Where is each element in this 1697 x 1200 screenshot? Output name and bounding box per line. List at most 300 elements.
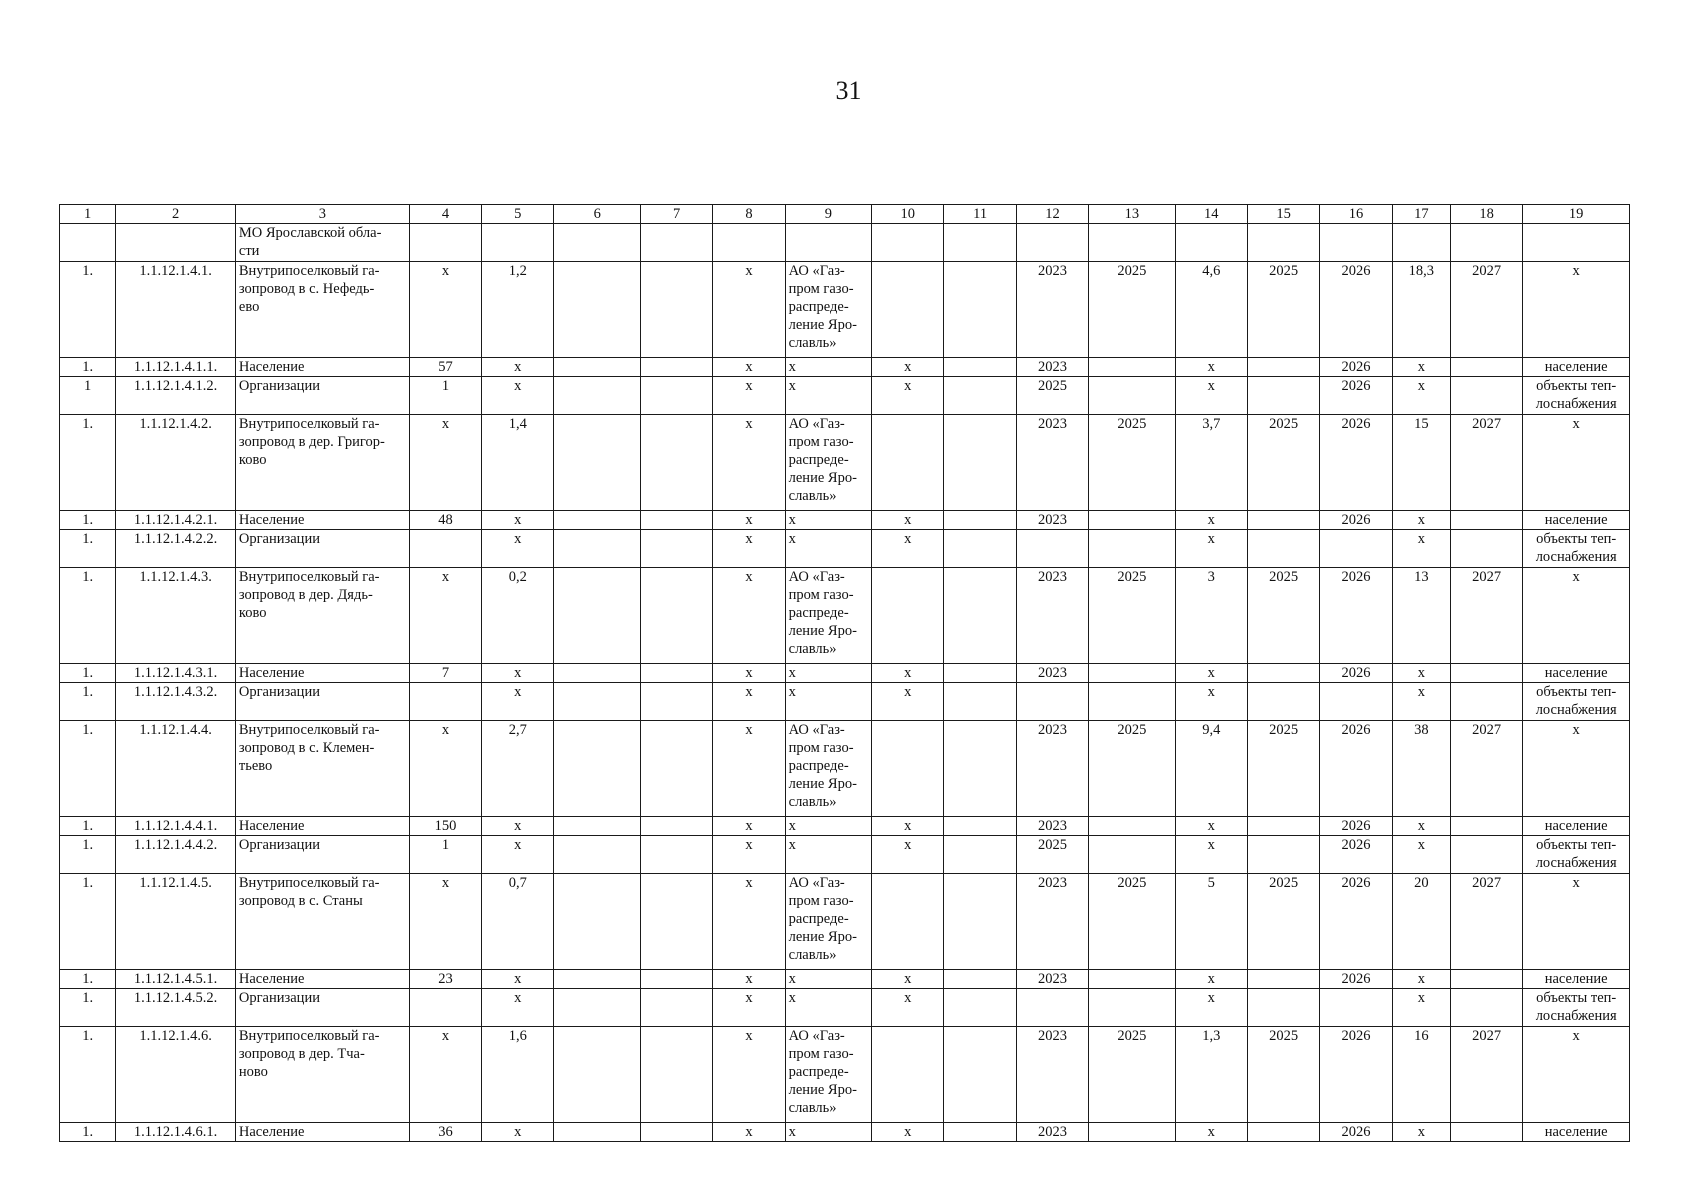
table-cell [1320,989,1392,1027]
table-cell [1089,530,1175,568]
column-number-cell: 5 [482,205,554,224]
table-cell [1450,683,1522,721]
table-cell [554,568,640,664]
table-cell [1016,224,1088,262]
table-cell [1016,683,1088,721]
table-cell [944,224,1016,262]
table-cell [60,224,116,262]
table-cell: х [1175,836,1247,874]
column-number-cell: 16 [1320,205,1392,224]
column-number-cell: 2 [116,205,236,224]
table-cell: АО «Газ- пром газо- распреде- ление Яро- славль» [785,1027,871,1123]
table-row [60,683,1630,721]
table-cell: х [713,358,785,377]
table-cell: 2027 [1450,721,1522,817]
table-cell: 2023 [1016,511,1088,530]
table-cell [944,989,1016,1027]
table-cell [554,377,640,415]
table-cell: 2026 [1320,358,1392,377]
table-cell [872,415,944,511]
table-row [60,377,1630,415]
table-cell: 1,6 [482,1027,554,1123]
table-cell: 0,2 [482,568,554,664]
table-cell [944,377,1016,415]
table-cell: 2027 [1450,415,1522,511]
table-cell [554,683,640,721]
table-cell [944,970,1016,989]
table-cell [1247,1123,1319,1142]
table-cell: 1.1.12.1.4.2.2. [116,530,236,568]
table-cell: 2023 [1016,817,1088,836]
table-cell: х [409,415,481,511]
table-cell: 1.1.12.1.4.2.1. [116,511,236,530]
table-cell: 2023 [1016,1027,1088,1123]
table-cell: Население [235,970,409,989]
table-cell: х [785,970,871,989]
table-cell: х [482,511,554,530]
table-cell [640,1027,712,1123]
table-cell: 2023 [1016,970,1088,989]
table-cell [944,664,1016,683]
table-cell: 2023 [1016,568,1088,664]
table-cell: х [785,836,871,874]
table-cell [1247,683,1319,721]
table-cell [872,262,944,358]
table-cell [872,224,944,262]
table-cell: 2026 [1320,874,1392,970]
table-cell [1450,836,1522,874]
column-number-cell: 19 [1523,205,1630,224]
table-cell: х [713,664,785,683]
table-cell: х [785,530,871,568]
table-cell: х [713,874,785,970]
table-cell [1089,377,1175,415]
table-cell [872,1027,944,1123]
table-cell [1175,224,1247,262]
table-cell: 1.1.12.1.4.1. [116,262,236,358]
table-cell: 3 [1175,568,1247,664]
table-cell [409,224,481,262]
table-cell: 16 [1392,1027,1450,1123]
table-cell: 2026 [1320,568,1392,664]
table-row [60,817,1630,836]
table-cell [1089,836,1175,874]
page-number: 31 [835,76,862,105]
table-cell [554,358,640,377]
table-cell: 48 [409,511,481,530]
table-cell: х [713,721,785,817]
table-cell: х [713,836,785,874]
table-cell: Организации [235,836,409,874]
table-cell: 1 [409,836,481,874]
table-row [60,836,1630,874]
table-cell [554,836,640,874]
table-cell: Внутрипоселковый га- зопровод в дер. Дядь- ково [235,568,409,664]
table-cell [944,683,1016,721]
column-number-cell: 13 [1089,205,1175,224]
table-cell [944,530,1016,568]
table-cell [640,415,712,511]
table-cell: объекты теп- лоснабжения [1523,989,1630,1027]
table-cell [640,511,712,530]
table-cell: 4,6 [1175,262,1247,358]
table-cell: АО «Газ- пром газо- распреде- ление Яро- славль» [785,568,871,664]
table-cell [944,874,1016,970]
table-cell: 1.1.12.1.4.2. [116,415,236,511]
table-cell [1247,377,1319,415]
table-cell: х [482,970,554,989]
table-cell: 2025 [1247,1027,1319,1123]
table-cell: х [713,568,785,664]
table-cell: х [1175,970,1247,989]
table-cell [1247,511,1319,530]
table-cell: 2023 [1016,262,1088,358]
table-cell: х [409,262,481,358]
table-cell: 1. [60,1027,116,1123]
table-cell [1392,224,1450,262]
table-cell: 5 [1175,874,1247,970]
table-cell [409,683,481,721]
table-cell: х [482,817,554,836]
table-cell: 2025 [1247,262,1319,358]
table-cell [1089,817,1175,836]
table-cell [640,683,712,721]
table-cell: 2025 [1089,568,1175,664]
table-cell: 1.1.12.1.4.3. [116,568,236,664]
table-cell: население [1523,970,1630,989]
table-cell [785,224,871,262]
table-cell: Организации [235,530,409,568]
table-cell: 1. [60,568,116,664]
table-cell [1320,683,1392,721]
table-cell: 1.1.12.1.4.6.1. [116,1123,236,1142]
table-cell [944,568,1016,664]
table-cell [409,989,481,1027]
table-cell: х [1175,358,1247,377]
table-cell: 2023 [1016,415,1088,511]
table-cell: 38 [1392,721,1450,817]
table-cell [872,568,944,664]
table-cell: 2025 [1247,721,1319,817]
table-cell [554,262,640,358]
column-number-cell: 4 [409,205,481,224]
table-cell: х [482,530,554,568]
table-cell: 1.1.12.1.4.5. [116,874,236,970]
table-cell: 2025 [1089,874,1175,970]
table-cell: 13 [1392,568,1450,664]
table-cell: 1.1.12.1.4.4. [116,721,236,817]
table-cell [1450,358,1522,377]
table-cell: 15 [1392,415,1450,511]
table-cell: Население [235,664,409,683]
table-cell: 3,7 [1175,415,1247,511]
table-cell [1320,224,1392,262]
table-cell: х [1392,358,1450,377]
column-number-cell: 9 [785,205,871,224]
table-cell: х [713,970,785,989]
table-cell: объекты теп- лоснабжения [1523,683,1630,721]
table-cell: Организации [235,683,409,721]
table-cell: х [872,358,944,377]
table-cell: 1. [60,664,116,683]
table-cell [554,721,640,817]
table-cell: 1.1.12.1.4.4.2. [116,836,236,874]
table-cell [1089,358,1175,377]
table-cell: х [785,358,871,377]
table-cell [640,530,712,568]
table-cell: х [482,377,554,415]
table-row [60,1123,1630,1142]
table-cell [1247,836,1319,874]
table-cell: Внутрипоселковый га- зопровод в с. Клемен- тьево [235,721,409,817]
table-cell: 1. [60,1123,116,1142]
table-cell: х [1392,377,1450,415]
table-cell: АО «Газ- пром газо- распреде- ление Яро- славль» [785,874,871,970]
table-cell: Внутрипоселковый га- зопровод в дер. Григор- ково [235,415,409,511]
table-cell: х [872,970,944,989]
table-cell: 2026 [1320,970,1392,989]
table-cell: х [482,358,554,377]
table-cell: 1. [60,358,116,377]
table-cell [554,874,640,970]
table-cell: х [713,989,785,1027]
table-cell: 2026 [1320,1027,1392,1123]
table-cell: 7 [409,664,481,683]
table-cell [872,721,944,817]
table-cell: 1.1.12.1.4.4.1. [116,817,236,836]
table-cell: 2027 [1450,262,1522,358]
table-cell: 1. [60,721,116,817]
table-cell [1016,530,1088,568]
table-cell: 2025 [1247,415,1319,511]
table-cell [944,817,1016,836]
table-cell [1089,970,1175,989]
table-cell [1247,817,1319,836]
table-cell [1247,989,1319,1027]
table-cell [1320,530,1392,568]
table-cell [1247,530,1319,568]
table-cell: х [785,1123,871,1142]
table-cell [554,817,640,836]
table-cell: х [1523,874,1630,970]
table-cell: х [1175,1123,1247,1142]
table-cell: 2025 [1016,836,1088,874]
table-row [60,358,1630,377]
table-cell [1089,511,1175,530]
table-cell [554,530,640,568]
table-cell [872,874,944,970]
table-cell: 2025 [1247,874,1319,970]
table-cell [640,1123,712,1142]
table-cell [640,358,712,377]
table-cell: х [872,817,944,836]
table-cell [944,721,1016,817]
table-cell: 1.1.12.1.4.1.2. [116,377,236,415]
table-cell [116,224,236,262]
table-cell: х [1392,530,1450,568]
table-cell: 1. [60,530,116,568]
table-cell: х [872,511,944,530]
table-cell [1089,664,1175,683]
table-cell: 2027 [1450,874,1522,970]
column-number-cell: 14 [1175,205,1247,224]
table-cell: 2023 [1016,874,1088,970]
table-cell: 9,4 [1175,721,1247,817]
table-cell [554,224,640,262]
table-cell: 1 [409,377,481,415]
table-cell: 2027 [1450,568,1522,664]
table-cell: х [1523,568,1630,664]
table-cell: АО «Газ- пром газо- распреде- ление Яро- славль» [785,721,871,817]
table-cell: х [713,511,785,530]
table-cell [640,817,712,836]
column-number-cell: 15 [1247,205,1319,224]
table-cell [554,1027,640,1123]
table-cell: 2023 [1016,664,1088,683]
table-cell: АО «Газ- пром газо- распреде- ление Яро- славль» [785,262,871,358]
table-cell: 1.1.12.1.4.3.2. [116,683,236,721]
table-cell: население [1523,511,1630,530]
table-cell: х [482,836,554,874]
table-cell: х [1175,377,1247,415]
table-cell [640,377,712,415]
table-cell [944,358,1016,377]
column-number-cell: 18 [1450,205,1522,224]
table-cell: х [785,989,871,1027]
table-cell: х [713,683,785,721]
table-cell: х [482,683,554,721]
table-cell [554,970,640,989]
table-cell [944,262,1016,358]
table-cell: 2025 [1089,262,1175,358]
table-cell: х [1523,415,1630,511]
table-cell: х [482,664,554,683]
table-cell [640,262,712,358]
table-cell: 1. [60,511,116,530]
table-cell: 1,2 [482,262,554,358]
table-cell: 150 [409,817,481,836]
table-cell [1450,989,1522,1027]
table-cell: х [872,664,944,683]
table-cell: х [1392,1123,1450,1142]
table-cell: 1,3 [1175,1027,1247,1123]
table-cell: 1. [60,970,116,989]
table-cell: 36 [409,1123,481,1142]
table-cell [1247,664,1319,683]
table-cell: х [1523,262,1630,358]
table-cell: 2025 [1016,377,1088,415]
table-cell [1450,664,1522,683]
table-cell: х [1392,817,1450,836]
table-cell: 1,4 [482,415,554,511]
table-cell: 1.1.12.1.4.1.1. [116,358,236,377]
table-cell: 1. [60,836,116,874]
table-cell: 1 [60,377,116,415]
table-cell [482,224,554,262]
table-cell: х [713,262,785,358]
table-cell: Организации [235,377,409,415]
table-cell [1450,817,1522,836]
table-cell: х [409,1027,481,1123]
table-cell [1450,1123,1522,1142]
table-row [60,970,1630,989]
table-row [60,224,1630,262]
table-cell: МО Ярославской обла- сти [235,224,409,262]
table-cell: 2026 [1320,664,1392,683]
table-cell [1089,989,1175,1027]
table-cell: х [872,377,944,415]
table-row [60,511,1630,530]
table-cell: 0,7 [482,874,554,970]
column-number-cell: 17 [1392,205,1450,224]
table-cell: 23 [409,970,481,989]
table-cell: х [1175,817,1247,836]
table-cell: х [872,1123,944,1142]
table-cell [554,511,640,530]
table-cell: х [409,721,481,817]
data-table [59,204,1630,1142]
table-cell: х [1392,511,1450,530]
table-row [60,262,1630,358]
table-cell [713,224,785,262]
table-cell: х [1175,664,1247,683]
table-cell [640,721,712,817]
table-cell: 2025 [1089,721,1175,817]
table-cell: 1.1.12.1.4.5.1. [116,970,236,989]
column-number-cell: 8 [713,205,785,224]
table-cell: объекты теп- лоснабжения [1523,377,1630,415]
table-cell: х [785,817,871,836]
table-cell: 2026 [1320,415,1392,511]
table-cell: х [713,1123,785,1142]
table-cell: х [785,664,871,683]
column-number-cell: 1 [60,205,116,224]
table-cell: х [1175,530,1247,568]
table-row [60,568,1630,664]
table-cell: 57 [409,358,481,377]
table-cell [944,511,1016,530]
table-cell [944,415,1016,511]
table-cell: Внутрипоселковый га- зопровод в с. Нефедь- ево [235,262,409,358]
table-cell: объекты теп- лоснабжения [1523,836,1630,874]
table-cell [1450,530,1522,568]
table-cell: х [713,817,785,836]
table-cell: х [785,377,871,415]
table-cell: 1.1.12.1.4.6. [116,1027,236,1123]
table-cell: х [713,377,785,415]
table-cell [1016,989,1088,1027]
table-cell: население [1523,817,1630,836]
table-cell [554,664,640,683]
table-cell: х [1523,1027,1630,1123]
table-cell: 1. [60,262,116,358]
table-cell: население [1523,1123,1630,1142]
table-cell: х [1175,683,1247,721]
table-cell [1523,224,1630,262]
table-cell: 2026 [1320,262,1392,358]
table-cell: 1. [60,683,116,721]
table-cell: х [1392,836,1450,874]
table-cell: х [713,530,785,568]
table-cell: х [482,1123,554,1142]
table-cell [1450,511,1522,530]
table-cell: 2023 [1016,721,1088,817]
table-cell [554,415,640,511]
table-cell [944,836,1016,874]
table-cell [554,989,640,1027]
table-cell [554,1123,640,1142]
table-cell: 2026 [1320,511,1392,530]
